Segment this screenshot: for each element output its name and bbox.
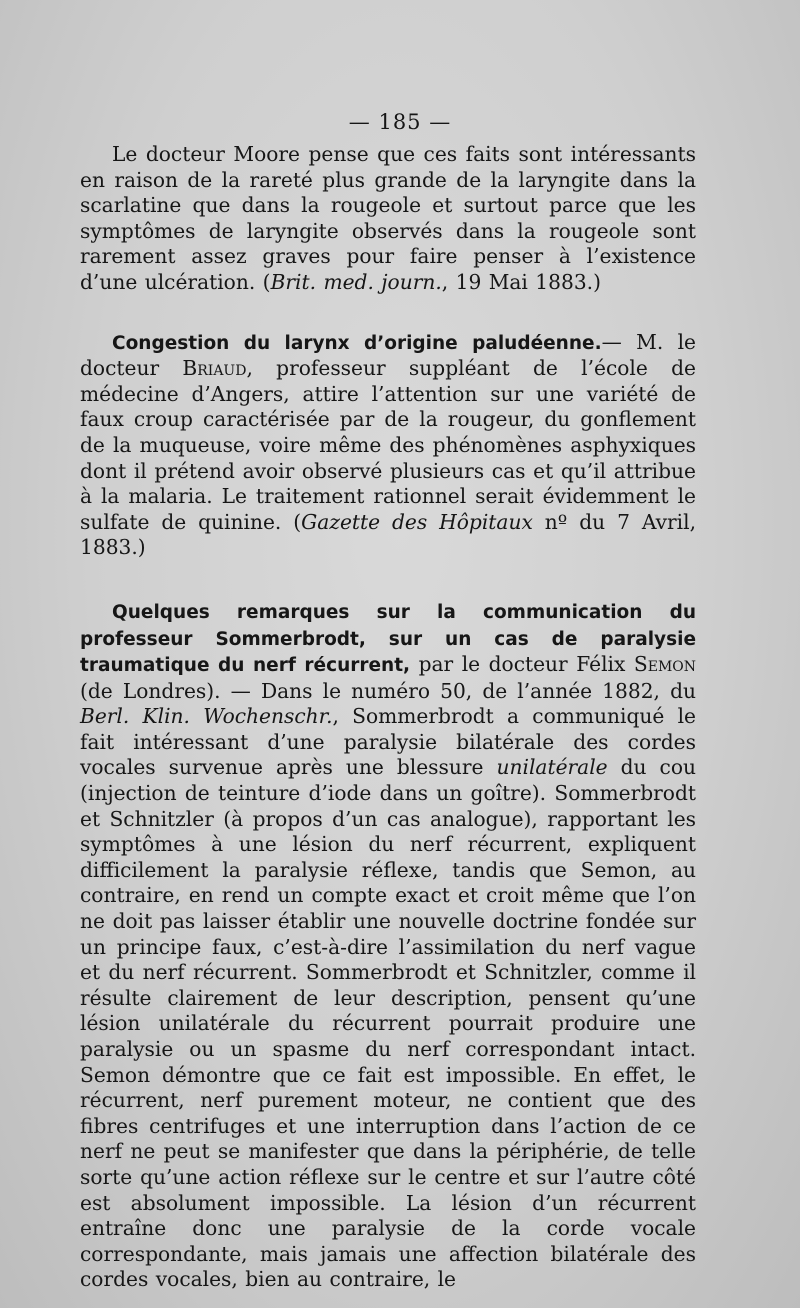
paragraph-congestion-text: , professeur suppléant de l’école de médecine d’Angers, attire l’attention sur une variété de faux croup caractérisée par de la rougeur, du gonflement de la muqueuse, voire même des phénomènes asphyxiques dont il prétend avoir observé plusieurs cas et qu’il attribue à la malaria. Le traitement rationnel serait évidemment le sulfate de quinine. xyxy=(80,356,697,534)
text-column xyxy=(80,142,696,1293)
paragraph-moore xyxy=(80,142,696,296)
section-heading-sommerbrodt: Quelques remarques sur la communication du professeur Sommerbrodt, sur un cas de paralysie traumatique du nerf récurrent, xyxy=(80,601,696,677)
emphasis-unilaterale: unilatérale xyxy=(496,755,608,780)
journal-name: Berl. Klin. Wochenschr. xyxy=(80,704,333,729)
author-semon: Semon xyxy=(633,652,697,677)
citation-brit-med-journ: (Brit. med. journ., 19 Mai 1883.) xyxy=(262,269,601,294)
page-number: — 185 — xyxy=(348,110,452,134)
paragraph-moore-text: Le docteur Moore pense que ces faits sont intéressants en raison de la rareté plus grande de la laryngite dans la scarlatine que dans la rougeole et surtout parce que les symptômes de laryngite observés dans la rougeole sont rarement assez graves pour faire penser à l’existence d’une ulcération. xyxy=(80,142,696,294)
author-briaud: Briaud xyxy=(182,356,247,381)
citation-gazette: (Gazette des Hôpitaux nº du 7 Avril, 1883.) xyxy=(80,509,697,560)
citation-source: Gazette des Hôpitaux xyxy=(301,509,533,534)
paragraph-sommerbrodt: Quelques remarques sur la communication du professeur Sommerbrodt, sur un cas de paralysie traumatique du nerf récurrent, par le docteur Félix Semon (de Londres). — Dans le numéro 50, de l’année 1882, du Berl. Klin. Wochenschr., Sommerbrodt a communiqué le fait intéressant d’une paralysie bilatérale des cordes vocales survenue après une blessure unilatérale du cou (injection de teinture d’iode dans un goître). Sommerbrodt et Schnitzler (à propos d’un cas analogue), rapportant les symptômes à une lésion du nerf récurrent, expliquent difficilement la paralysie réflexe, tandis que Semon, au contraire, en rend un compte exact et croit même que l’on ne doit pas laisser établir une nouvelle doctrine fondée sur un principe faux, c’est-à-dire l’assimilation du nerf vague et du nerf récurrent. Sommerbrodt et Schnitzler, comme il résulte clairement de leur description, pensent qu’une lésion unilatérale du récurrent pourrait produire une paralysie ou un spasme du nerf correspondant intact. Semon démontre que ce fait est impossible. En effet, le récurrent, nerf purement moteur, ne contient que des fibres centrifuges et une interruption dans l’action de ce nerf ne peut se manifester que dans la périphérie, de telle sorte qu’une action réflexe sur le centre et sur l’autre côté est absolument impossible. La lésion d’un récurrent entraîne donc une paralysie de la corde vocale correspondante, mais jamais une affection bilatérale des cordes vocales, bien au contraire, le xyxy=(80,601,697,1292)
citation-source: Brit. med. journ. xyxy=(270,269,442,294)
paragraph-congestion: Congestion du larynx d’origine paludéenne.— M. le docteur Briaud, professeur suppléant de l’école de médecine d’Angers, attire l’attention sur une variété de faux croup caractérisée par de la rougeur, du gonflement de la muqueuse, voire même des phénomènes asphyxiques dont il prétend avoir observé plusieurs cas et qu’il attribue à la malaria. Le traitement rationnel serait évidemment le sulfate de quinine. (Gazette des Hôpitaux nº du 7 Avril, 1883.) xyxy=(80,329,697,560)
paragraph-sommerbrodt-text: du cou (injection de teinture d’iode dans un goître). Sommerbrodt et Schnitzler (à propos d’un cas analogue), rapportant les symptômes à une lésion du nerf récurrent, expliquent difficilement la paralysie réflexe, tandis que Semon, au contraire, en rend un compte exact et croit même que l’on ne doit pas laisser établir une nouvelle doctrine fondée sur un principe faux, c’est-à-dire l’assimilation du nerf vague et du nerf récurrent. Sommerbrodt et Schnitzler, comme il résulte clairement de leur description, pensent qu’une lésion unilatérale du récurrent pourrait produire une paralysie ou un spasme du nerf correspondant intact. Semon démontre que ce fait est impossible. En effet, le récurrent, nerf purement moteur, ne contient que des fibres centrifuges et une interruption dans l’action de ce nerf ne peut se manifester que dans la périphérie, de telle sorte qu’une action réflexe sur le centre et sur l’autre côté est absolument impossible. La lésion d’un récurrent entraîne donc une paralysie de la corde vocale correspondante, mais jamais une affection bilatérale des cordes vocales, bien au contraire, le xyxy=(80,755,696,1292)
section-heading-congestion: Congestion du larynx d’origine paludéenne. xyxy=(112,332,602,354)
